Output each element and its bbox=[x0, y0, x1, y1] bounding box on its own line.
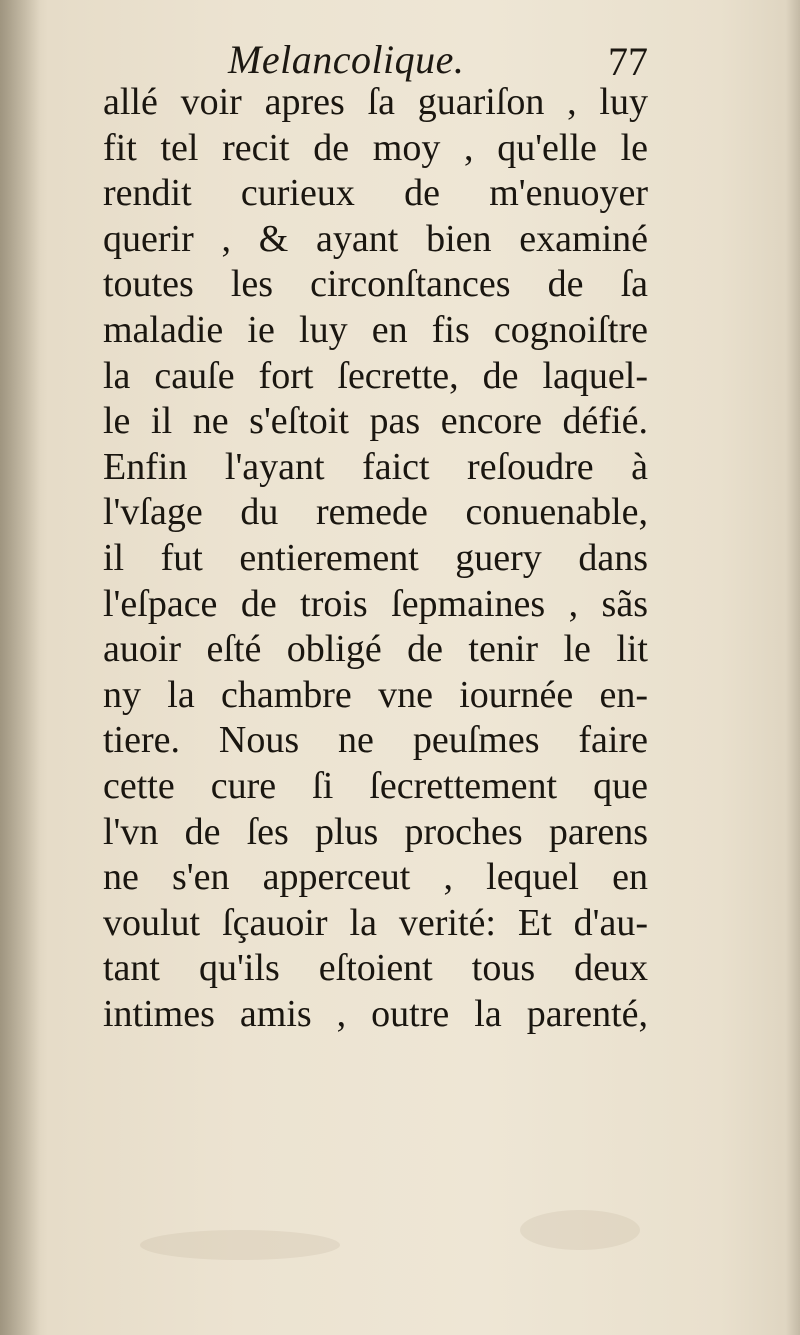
running-head-title: Melancolique. bbox=[228, 37, 465, 82]
text-line: auoir eſté obligé de tenir le lit bbox=[103, 628, 648, 671]
text-line: intimes amis , outre la parenté, bbox=[103, 992, 648, 1035]
text-line: ny la chambre vne iournée en- bbox=[103, 673, 648, 716]
text-line: allé voir apres ſa guariſon , luy bbox=[103, 81, 648, 123]
text-line: tiere. Nous ne peuſmes faire bbox=[103, 719, 648, 762]
text-line: querir , & ayant bien examiné bbox=[103, 217, 648, 260]
text-line: la cauſe fort ſecrette, de laquel- bbox=[103, 354, 648, 397]
text-line: l'vn de ſes plus proches parens bbox=[103, 810, 648, 853]
text-line: voulut ſçauoir la verité: Et d'au- bbox=[103, 901, 648, 944]
text-line: toutes les circonſtances de ſa bbox=[103, 263, 648, 306]
text-line: rendit curieux de m'enuoyer bbox=[103, 172, 648, 215]
text-line: l'eſpace de trois ſepmaines , sãs bbox=[103, 582, 648, 625]
page-number: 77 bbox=[608, 39, 648, 84]
body-text bbox=[103, 80, 648, 1037]
paper-stain bbox=[140, 1230, 340, 1260]
text-line: cette cure ſi ſecrettement que bbox=[103, 764, 648, 807]
text-line: maladie ie luy en fis cognoiſtre bbox=[103, 308, 648, 351]
text-line: l'vſage du remede conuenable, bbox=[103, 491, 648, 534]
text-line: tant qu'ils eſtoient tous deux bbox=[103, 947, 648, 990]
paper-stain bbox=[520, 1210, 640, 1250]
text-line: le il ne s'eſtoit pas encore défié. bbox=[103, 400, 648, 443]
text-line: Enfin l'ayant faict reſoudre à bbox=[103, 445, 648, 488]
text-line: fit tel recit de moy , qu'elle le bbox=[103, 126, 648, 169]
page-edge bbox=[786, 0, 800, 1335]
gutter-shadow bbox=[0, 0, 40, 1335]
text-line: ne s'en apperceut , lequel en bbox=[103, 856, 648, 899]
text-line: il fut entierement guery dans bbox=[103, 536, 648, 579]
